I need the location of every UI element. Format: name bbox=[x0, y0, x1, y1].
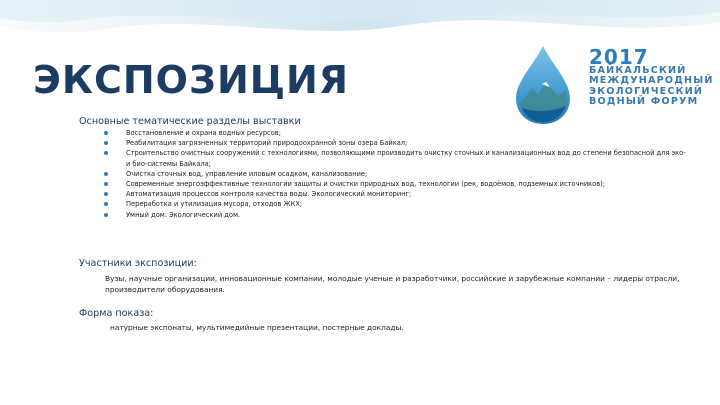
list-item-text: Переработка и утилизация мусора, отходов ЖКХ; bbox=[126, 199, 303, 209]
logo-line: ЭКОЛОГИЧЕСКИЙ bbox=[589, 85, 704, 97]
logo-line: ВОДНЫЙ ФОРУМ bbox=[589, 96, 699, 108]
list-item bbox=[100, 179, 690, 189]
bullet-icon bbox=[104, 192, 108, 196]
bullet-icon bbox=[104, 131, 108, 135]
list-item bbox=[100, 128, 690, 138]
list-item-text: Автоматизация процессов контроля качества воды. Экологический мониторинг; bbox=[126, 189, 412, 199]
bullet-icon bbox=[104, 213, 108, 217]
forum-logo bbox=[589, 45, 714, 108]
format-heading: Форма показа: bbox=[79, 308, 154, 319]
themes-list bbox=[100, 128, 690, 220]
list-item-text: Восстановление и охрана водных ресурсов; bbox=[126, 128, 281, 137]
list-item-text: Строительство очистных сооружений с технологиями, позволяющими производить очистку сточных и канализационных вод до степени безопасной для эко- и био-системы Байкала; bbox=[126, 148, 686, 168]
water-drop-mountain-icon bbox=[512, 44, 574, 126]
list-item-text: Очистка сточных вод, управление иловым осадком, канализование; bbox=[126, 168, 368, 178]
list-item-text: Умный дом. Экологический дом. bbox=[126, 209, 241, 219]
list-item-text: Современные энергоэффективные технологии защиты и очистки природных вод, технологии (рек, водоёмов, подземных источников); bbox=[126, 179, 606, 189]
participants-heading: Участники экспозиции: bbox=[79, 258, 197, 269]
logo-line: МЕЖДУНАРОДНЫЙ bbox=[589, 75, 714, 87]
list-item bbox=[100, 189, 690, 199]
bullet-icon bbox=[104, 141, 108, 145]
list-item-text: Реабилитация загрязненных территорий природоохранной зоны озера Байкал; bbox=[126, 138, 408, 148]
list-item bbox=[100, 148, 690, 168]
list-item bbox=[100, 169, 690, 179]
format-text: натурные экспонаты, мультимедийные презентации, постерные доклады. bbox=[110, 323, 404, 332]
list-item bbox=[100, 210, 690, 220]
themes-heading: Основные тематические разделы выставки bbox=[79, 116, 301, 127]
bullet-icon bbox=[104, 202, 108, 206]
list-item bbox=[100, 199, 690, 209]
bullet-icon bbox=[104, 182, 108, 186]
logo-line: БАЙКАЛЬСКИЙ bbox=[589, 65, 687, 76]
bullet-icon bbox=[104, 151, 108, 155]
bullet-icon bbox=[104, 172, 108, 176]
logo-year: 2017 bbox=[589, 45, 649, 69]
list-item bbox=[100, 138, 690, 148]
page-title: ЭКСПОЗИЦИЯ bbox=[33, 58, 350, 102]
participants-text: Вузы, научные организации, инновационные компании, молодые ученые и разработчики, российские и зарубежные компании – лидеры отрасли, производители оборудования. bbox=[105, 274, 680, 294]
